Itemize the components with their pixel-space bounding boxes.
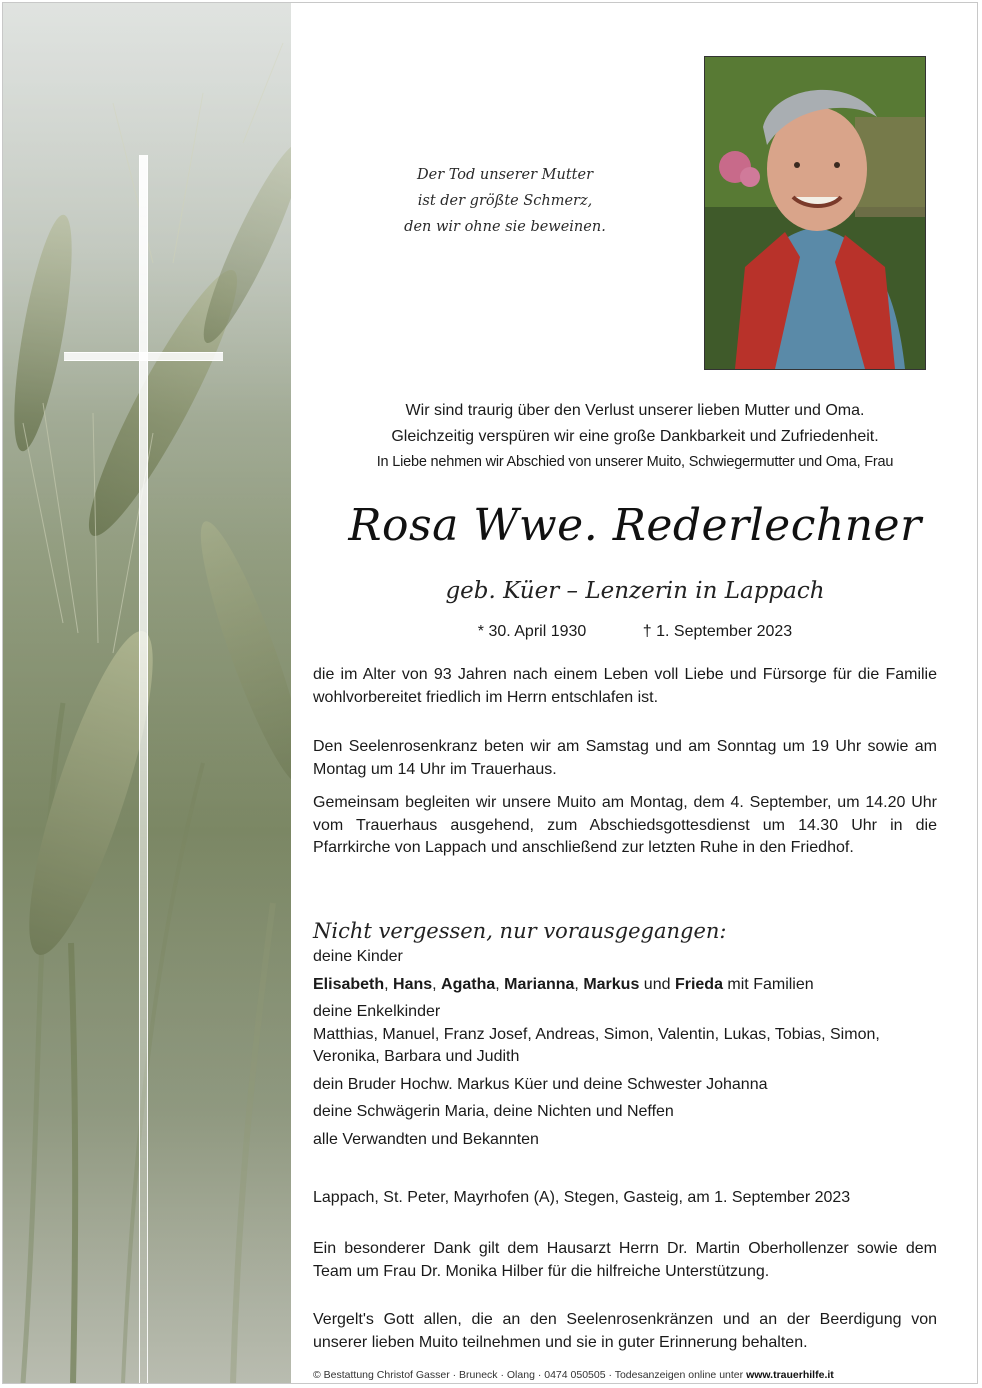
place-and-date: Lappach, St. Peter, Mayrhofen (A), Stegen, Gasteig, am 1. September 2023 — [313, 1189, 851, 1206]
children-suffix: mit Familien — [727, 975, 814, 993]
paragraph-text: Den Seelenrosenkranz beten wir am Samstag und am Sonntag um 19 Uhr sowie am Montag um 14 Uhr im Trauerhaus. — [313, 738, 937, 778]
cross-horizontal-beam — [64, 352, 223, 361]
death-date: † 1. September 2023 — [642, 623, 793, 640]
child-name: Agatha — [441, 975, 496, 993]
deceased-name: Rosa Wwe. Rederlechner — [348, 500, 922, 551]
footer — [313, 1368, 953, 1382]
quote-line: ist der größte Schmerz, — [417, 193, 593, 209]
child-name: Hans — [393, 975, 433, 993]
intro-line-3: In Liebe nehmen wir Abschied von unserer Muito, Schwiegermutter und Oma, Frau — [376, 454, 894, 470]
paragraph-rosary — [313, 736, 937, 781]
grandchildren-label: deine Enkelkinder — [313, 1003, 441, 1020]
child-name: Frieda — [674, 975, 723, 993]
cross-vertical-beam — [139, 155, 148, 1383]
mourners-list — [313, 916, 937, 1151]
quote-line: Der Tod unserer Mutter — [416, 167, 594, 183]
children-label: deine Kinder — [313, 948, 403, 965]
paragraph-passing — [313, 664, 937, 709]
siblings: dein Bruder Hochw. Markus Küer und deine Schwester Johanna — [313, 1075, 768, 1093]
paragraph-thanks-all — [313, 1309, 937, 1354]
footer-link[interactable]: www.trauerhilfe.it — [746, 1369, 834, 1381]
children-and: und — [643, 975, 671, 993]
intro-line-2: Gleichzeitig verspüren wir eine große Dankbarkeit und Zufriedenheit. — [391, 428, 879, 445]
cross-icon — [3, 3, 291, 1383]
child-name: Marianna — [504, 975, 575, 993]
intro-text — [300, 398, 970, 474]
grandchildren-names: Matthias, Manuel, Franz Josef, Andreas, Simon, Valentin, Lukas, Tobias, Simon, Veronika, Barbara und Judith — [313, 1025, 880, 1065]
deceased-subtitle: geb. Küer – Lenzerin in Lappach — [445, 578, 825, 604]
intro-line-1: Wir sind traurig über den Verlust unserer lieben Mutter und Oma. — [405, 402, 865, 419]
paragraph-text: Vergelt's Gott allen, die an den Seelenrosenkränzen und an der Beerdigung von unserer lieben Muito teilnehmen und sie in guter Erinnerung behalten. — [313, 1311, 937, 1351]
paragraph-text: Ein besonderer Dank gilt dem Hausarzt Herrn Dr. Martin Oberhollenzer sowie dem Team um Frau Dr. Monika Hilber für die hilfreiche Unterstützung. — [313, 1240, 937, 1280]
quote-line: den wir ohne sie beweinen. — [404, 219, 606, 235]
life-dates — [300, 620, 970, 644]
in-laws: deine Schwägerin Maria, deine Nichten und Neffen — [313, 1103, 674, 1120]
paragraph-funeral — [313, 792, 937, 860]
wheat-field-image — [3, 3, 291, 1383]
footer-text: © Bestattung Christof Gasser · Bruneck · Olang · 0474 050505 · Todesanzeigen online unter — [313, 1369, 744, 1381]
children-names: Elisabeth, Hans, Agatha, Marianna, Markus und Frieda mit Familien — [313, 975, 814, 993]
paragraph-text: die im Alter von 93 Jahren nach einem Leben voll Liebe und Fürsorge für die Familie wohlvorbereitet friedlich im Herrn entschlafen ist. — [313, 666, 937, 706]
relatives: alle Verwandten und Bekannten — [313, 1130, 539, 1148]
mourners-motto: Nicht vergessen, nur vorausgegangen: — [313, 919, 727, 943]
child-name: Markus — [583, 975, 640, 993]
paragraph-text: Gemeinsam begleiten wir unsere Muito am Montag, dem 4. September, um 14.20 Uhr vom Trauerhaus ausgehend, zum Abschiedsgottesdienst um 14.30 Uhr in die Pfarrkirche von Lappach und anschließend zur letzten Ruhe in den Friedhof. — [313, 794, 937, 856]
child-name: Elisabeth — [313, 975, 385, 993]
memorial-quote — [355, 162, 655, 240]
birth-date: * 30. April 1930 — [477, 623, 587, 640]
portrait-photo — [704, 56, 926, 370]
paragraph-thanks-doctor — [313, 1238, 937, 1283]
